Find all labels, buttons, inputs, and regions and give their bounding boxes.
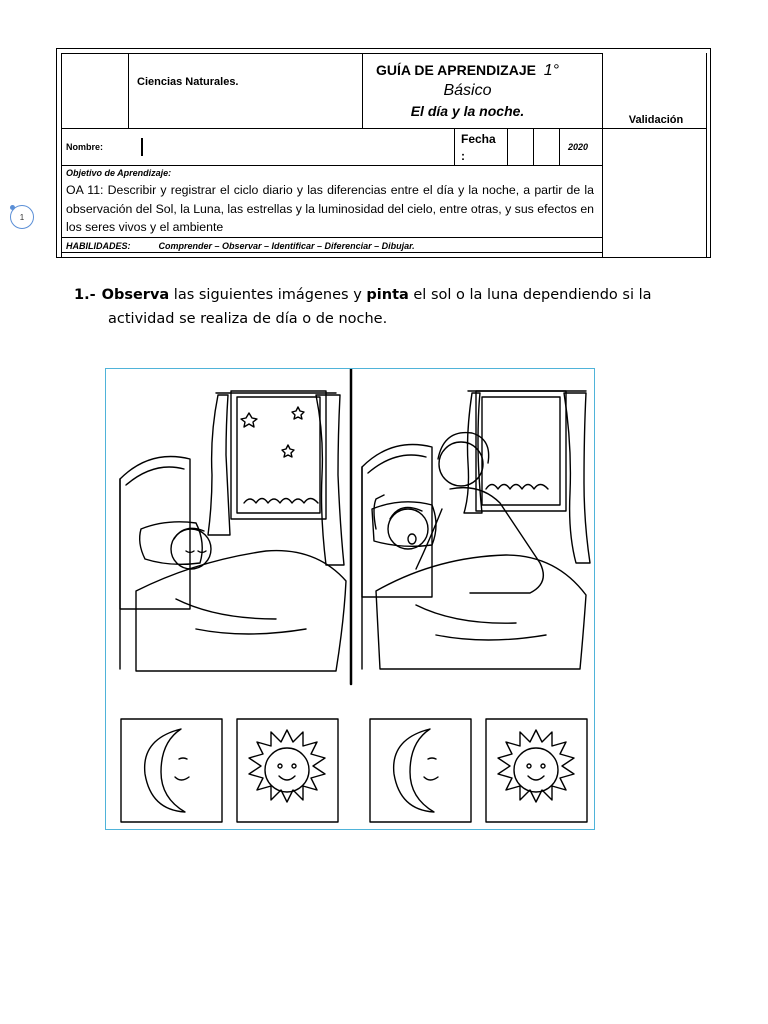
instruction-number: 1.-	[74, 287, 96, 303]
header-inner-border	[61, 53, 62, 258]
sun-icon	[249, 730, 325, 802]
header-divider	[128, 53, 129, 128]
objective-text: OA 11: Describir y registrar el ciclo diario y las diferencias entre el día y la noche, a partir de la observación del Sol, la Luna, las estrellas y la luminosidad del cielo, entre otras, y sus efectos en los seres vivos y el ambiente	[66, 183, 594, 234]
header-divider	[454, 128, 455, 165]
moon-icon	[145, 729, 189, 812]
moon-icon	[394, 729, 438, 812]
activity-illustration	[106, 369, 594, 829]
header-row-line	[61, 237, 602, 238]
bed-icon	[120, 457, 346, 672]
guide-topic: El día y la noche.	[410, 103, 525, 119]
instruction-text: el sol o la luna dependiendo si la	[408, 287, 652, 303]
header-inner-border	[61, 53, 602, 54]
instruction-verb-paint: pinta	[366, 287, 409, 303]
skills-label: HABILIDADES:	[66, 241, 131, 251]
choice-sun-left	[237, 719, 338, 822]
header-row-line	[61, 165, 602, 166]
header-divider	[507, 128, 508, 165]
choice-moon-left	[121, 719, 222, 822]
header-divider	[602, 53, 603, 258]
subject-label: Ciencias Naturales.	[137, 76, 239, 88]
star-icon	[241, 407, 304, 457]
night-scene	[120, 391, 346, 671]
name-label: Nombre:	[66, 142, 104, 152]
guide-title-text: GUÍA DE APRENDIZAJE	[375, 62, 536, 78]
choice-sun-right	[486, 719, 587, 822]
name-field-cursor[interactable]	[141, 138, 143, 156]
header-row-line	[61, 252, 602, 253]
instruction-line2: actividad se realiza de día o de noche.	[108, 311, 388, 327]
instruction	[74, 283, 694, 331]
date-label	[461, 131, 496, 165]
header-row-line	[61, 128, 706, 129]
bed-icon	[362, 445, 586, 670]
choice-moon-right	[370, 719, 471, 822]
header-divider	[533, 128, 534, 165]
sleeping-child-icon	[171, 528, 211, 569]
date-label-colon: :	[461, 149, 465, 163]
window-icon	[464, 391, 590, 563]
morning-scene	[362, 391, 590, 669]
header-inner-border	[706, 53, 707, 258]
header-divider	[559, 128, 560, 165]
instruction-text: las siguientes imágenes y	[169, 287, 367, 303]
margin-comment-dot	[10, 205, 15, 210]
year-value: 2020	[568, 142, 589, 152]
validation-label: Validación	[628, 114, 684, 126]
sun-icon	[498, 730, 574, 802]
skills-values: Comprender – Observar – Identificar – Diferenciar – Dibujar.	[158, 241, 415, 251]
instruction-verb-observe: Observa	[101, 287, 170, 303]
guide-level: Básico	[443, 82, 492, 99]
guide-title	[360, 62, 575, 80]
margin-comment-badge[interactable]: 1	[10, 205, 34, 229]
skills-row	[66, 241, 415, 251]
date-label-text: Fecha	[461, 132, 496, 146]
objective-label: Objetivo de Aprendizaje:	[66, 168, 172, 178]
window-icon	[208, 391, 344, 565]
guide-grade: 1°	[543, 62, 560, 79]
